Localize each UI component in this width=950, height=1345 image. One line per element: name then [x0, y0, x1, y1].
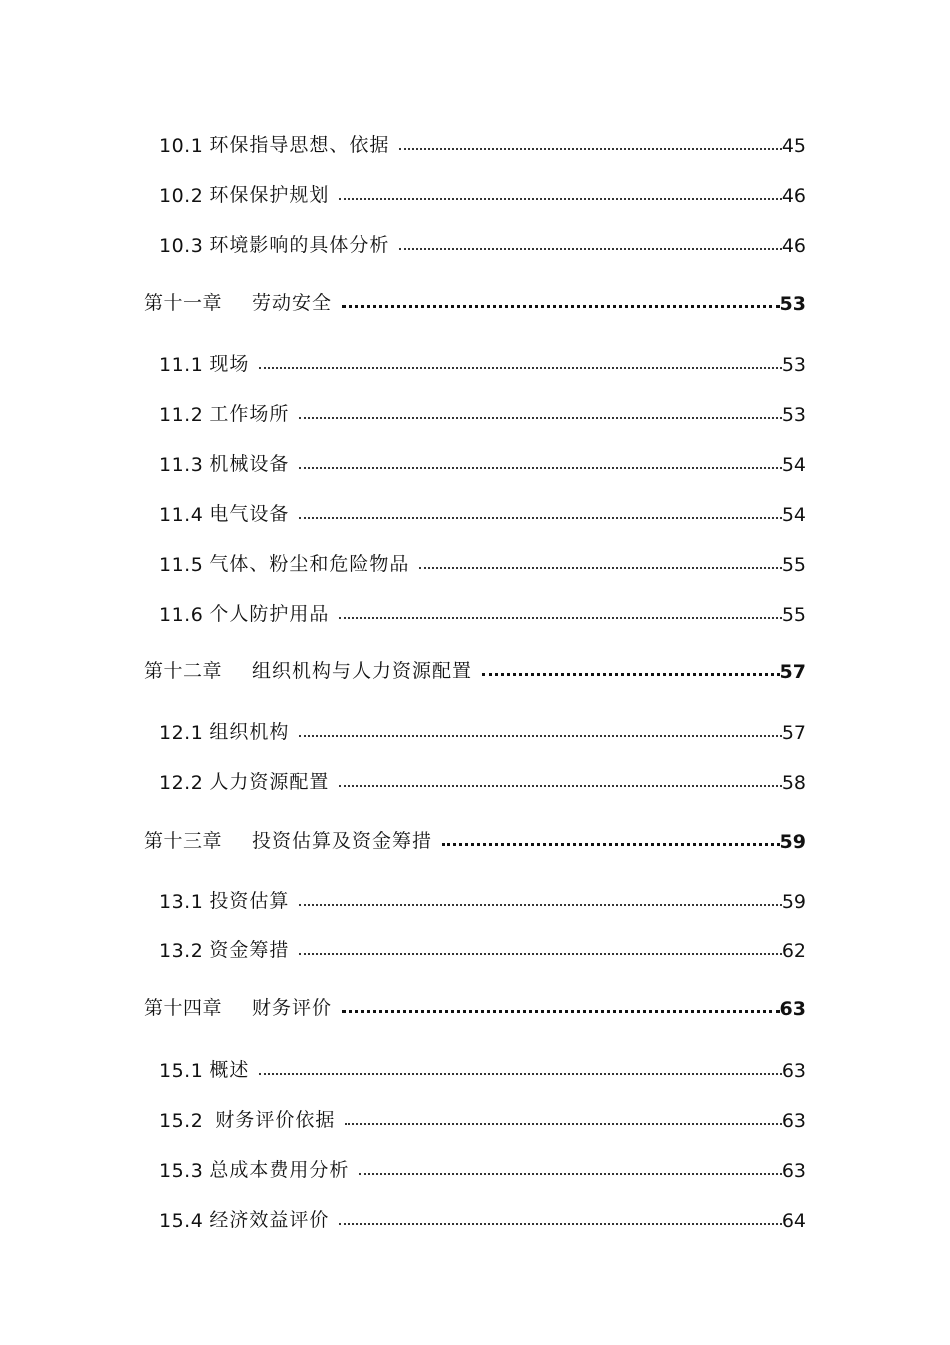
entry-title: 环保保护规划 [209, 184, 330, 206]
dot-leader [359, 1173, 781, 1175]
entry-title: 经济效益评价 [209, 1209, 330, 1231]
dot-leader [339, 1223, 781, 1225]
entry-page: 53 [781, 354, 806, 376]
entry-title: 机械设备 [209, 453, 290, 475]
toc-entry[interactable] [0, 1202, 806, 1232]
toc-entry[interactable] [0, 764, 806, 794]
toc-entry[interactable] [0, 596, 806, 626]
entry-title: 投资估算 [209, 890, 290, 912]
entry-page: 57 [781, 722, 806, 744]
entry-page: 62 [781, 940, 806, 962]
dot-leader [345, 1123, 781, 1125]
toc-chapter-entry[interactable] [0, 823, 806, 853]
chapter-page: 63 [779, 998, 806, 1020]
entry-title: 环保指导思想、依据 [209, 134, 390, 156]
toc-entry[interactable] [0, 346, 806, 376]
chapter-title: 劳动安全 [252, 292, 333, 314]
entry-title: 工作场所 [209, 403, 290, 425]
entry-number: 13.1 [159, 891, 204, 913]
dot-leader [399, 148, 781, 150]
dot-leader [339, 617, 781, 619]
entry-page: 55 [781, 554, 806, 576]
toc-entry[interactable] [0, 127, 806, 157]
entry-number: 12.2 [159, 772, 204, 794]
entry-page: 64 [781, 1210, 806, 1232]
dot-leader [482, 673, 780, 676]
dot-leader [339, 198, 781, 200]
entry-page: 58 [781, 772, 806, 794]
dot-leader [299, 904, 781, 906]
chapter-page: 53 [779, 293, 806, 315]
entry-page: 45 [781, 135, 806, 157]
entry-page: 63 [781, 1110, 806, 1132]
entry-page: 54 [781, 504, 806, 526]
entry-number: 13.2 [159, 940, 204, 962]
chapter-title: 投资估算及资金筹措 [252, 830, 433, 852]
dot-leader [442, 843, 780, 846]
entry-number: 11.2 [159, 404, 204, 426]
dot-leader [399, 248, 781, 250]
toc-entry[interactable] [0, 883, 806, 913]
toc-chapter-entry[interactable] [0, 285, 806, 315]
dot-leader [342, 1010, 780, 1013]
entry-number: 15.4 [159, 1210, 204, 1232]
toc-entry[interactable] [0, 714, 806, 744]
dot-leader [259, 1073, 781, 1075]
entry-number: 11.1 [159, 354, 204, 376]
toc-entry[interactable] [0, 932, 806, 962]
entry-number: 10.1 [159, 135, 204, 157]
entry-page: 55 [781, 604, 806, 626]
entry-number: 11.3 [159, 454, 204, 476]
dot-leader [299, 417, 781, 419]
chapter-number: 第十四章 [144, 997, 223, 1019]
entry-page: 46 [781, 185, 806, 207]
toc-entry[interactable] [0, 1102, 806, 1132]
entry-number: 11.5 [159, 554, 204, 576]
entry-title: 气体、粉尘和危险物品 [209, 553, 410, 575]
dot-leader [419, 567, 781, 569]
entry-title: 资金筹措 [209, 939, 290, 961]
toc-entry[interactable] [0, 396, 806, 426]
toc-chapter-entry[interactable] [0, 653, 806, 683]
entry-title: 概述 [209, 1059, 250, 1081]
entry-page: 63 [781, 1060, 806, 1082]
entry-title: 总成本费用分析 [209, 1159, 350, 1181]
entry-title: 组织机构 [209, 721, 290, 743]
dot-leader [299, 517, 781, 519]
entry-title: 财务评价依据 [215, 1109, 336, 1131]
toc-entry[interactable] [0, 546, 806, 576]
entry-page: 59 [781, 891, 806, 913]
toc-entry[interactable] [0, 496, 806, 526]
entry-title: 现场 [209, 353, 250, 375]
toc-chapter-entry[interactable] [0, 990, 806, 1020]
dot-leader [299, 953, 781, 955]
entry-number: 11.4 [159, 504, 204, 526]
toc-entry[interactable] [0, 227, 806, 257]
entry-number: 15.1 [159, 1060, 204, 1082]
chapter-title: 组织机构与人力资源配置 [252, 660, 473, 682]
entry-title: 个人防护用品 [209, 603, 330, 625]
chapter-number: 第十一章 [144, 292, 223, 314]
entry-page: 46 [781, 235, 806, 257]
entry-page: 54 [781, 454, 806, 476]
dot-leader [299, 467, 781, 469]
entry-title: 人力资源配置 [209, 771, 330, 793]
entry-number: 11.6 [159, 604, 204, 626]
entry-title: 环境影响的具体分析 [209, 234, 390, 256]
dot-leader [259, 367, 781, 369]
entry-number: 15.2 [159, 1110, 204, 1132]
entry-title: 电气设备 [209, 503, 290, 525]
entry-number: 10.2 [159, 185, 204, 207]
entry-number: 10.3 [159, 235, 204, 257]
dot-leader [339, 785, 781, 787]
chapter-number: 第十三章 [144, 830, 223, 852]
toc-entry[interactable] [0, 177, 806, 207]
entry-number: 15.3 [159, 1160, 204, 1182]
toc-entry[interactable] [0, 1052, 806, 1082]
toc-entry[interactable] [0, 446, 806, 476]
chapter-page: 57 [779, 661, 806, 683]
dot-leader [342, 305, 780, 308]
chapter-page: 59 [779, 831, 806, 853]
entry-page: 53 [781, 404, 806, 426]
dot-leader [299, 735, 781, 737]
entry-number: 12.1 [159, 722, 204, 744]
chapter-title: 财务评价 [252, 997, 333, 1019]
chapter-number: 第十二章 [144, 660, 223, 682]
toc-entry[interactable] [0, 1152, 806, 1182]
entry-page: 63 [781, 1160, 806, 1182]
